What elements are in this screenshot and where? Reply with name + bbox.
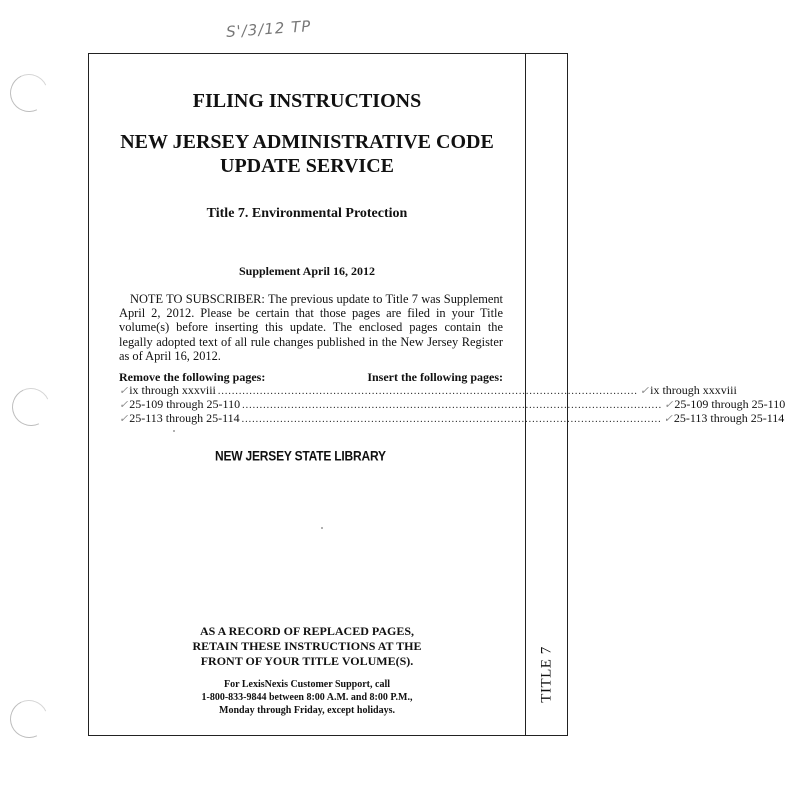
page-instructions (119, 370, 785, 426)
insert-range: ix through xxxviii (650, 383, 737, 397)
remove-pages-header: Remove the following pages: (119, 370, 266, 384)
record-line-2: RETAIN THESE INSTRUCTIONS AT THE (192, 639, 422, 653)
record-notice (89, 624, 525, 669)
title-name: Title 7. Environmental Protection (206, 206, 408, 221)
punch-hole-middle (7, 383, 56, 432)
handwritten-note: S'/3/12 TP (225, 17, 312, 41)
checkmark-icon: ✓ (664, 399, 674, 411)
support-line-2: 1-800-833-9844 between 8:00 A.M. and 8:00 P.M., (201, 692, 413, 703)
library-stamp: NEW JERSEY STATE LIBRARY (215, 448, 386, 464)
checkmark-icon: ✓ (119, 413, 129, 425)
remove-range: 25-109 through 25-110 (129, 397, 241, 411)
page-row (119, 411, 785, 426)
record-line-1: AS A RECORD OF REPLACED PAGES, (199, 624, 415, 638)
punch-hole-top (5, 69, 54, 118)
checkmark-icon: ✓ (119, 399, 129, 411)
insert-pages-header: Insert the following pages: (367, 370, 503, 384)
page-row (119, 383, 737, 398)
page-subheading (89, 130, 525, 178)
checkmark-icon: ✓ (119, 385, 129, 397)
support-line-1: For LexisNexis Customer Support, call (223, 679, 390, 690)
title-tab (525, 614, 569, 734)
insert-range: 25-113 through 25-114 (673, 411, 785, 425)
page-heading: FILING INSTRUCTIONS (192, 90, 422, 112)
dot-leader: ........................................................................................................................ (217, 386, 638, 397)
customer-support (89, 678, 525, 717)
dot-leader: ........................................................................................................................ (242, 400, 663, 411)
punch-hole-bottom (5, 695, 54, 744)
document-frame (88, 53, 785, 736)
subheading-line-2: UPDATE SERVICE (220, 155, 394, 177)
instructions-content (89, 54, 785, 735)
supplement-date: Supplement April 16, 2012 (238, 264, 376, 278)
record-line-3: FRONT OF YOUR TITLE VOLUME(S). (200, 654, 414, 668)
page-row (119, 397, 785, 412)
checkmark-icon: ✓ (663, 413, 673, 425)
insert-range: 25-109 through 25-110 (674, 397, 785, 411)
checkmark-icon: ✓ (639, 385, 650, 397)
remove-range: 25-113 through 25-114 (129, 411, 240, 425)
dot-leader: ........................................................................................................................ (241, 414, 662, 425)
subscriber-note: NOTE TO SUBSCRIBER: The previous update to Title 7 was Supplement April 2, 2012. Please be certain that those pages are filed in your Title volume(s) before inserting this update. The enclosed pages contain the legally adopted text of all rule changes published in the New Jersey Register as of April 16, 2012. (119, 292, 503, 363)
remove-range: ix through xxxviii (129, 383, 216, 397)
title-tab-label: TITLE 7 (538, 645, 555, 703)
scan-speck (321, 527, 323, 529)
subheading-line-1: NEW JERSEY ADMINISTRATIVE CODE (120, 131, 494, 153)
scan-speck (173, 430, 175, 432)
support-line-3: Monday through Friday, except holidays. (219, 705, 395, 716)
